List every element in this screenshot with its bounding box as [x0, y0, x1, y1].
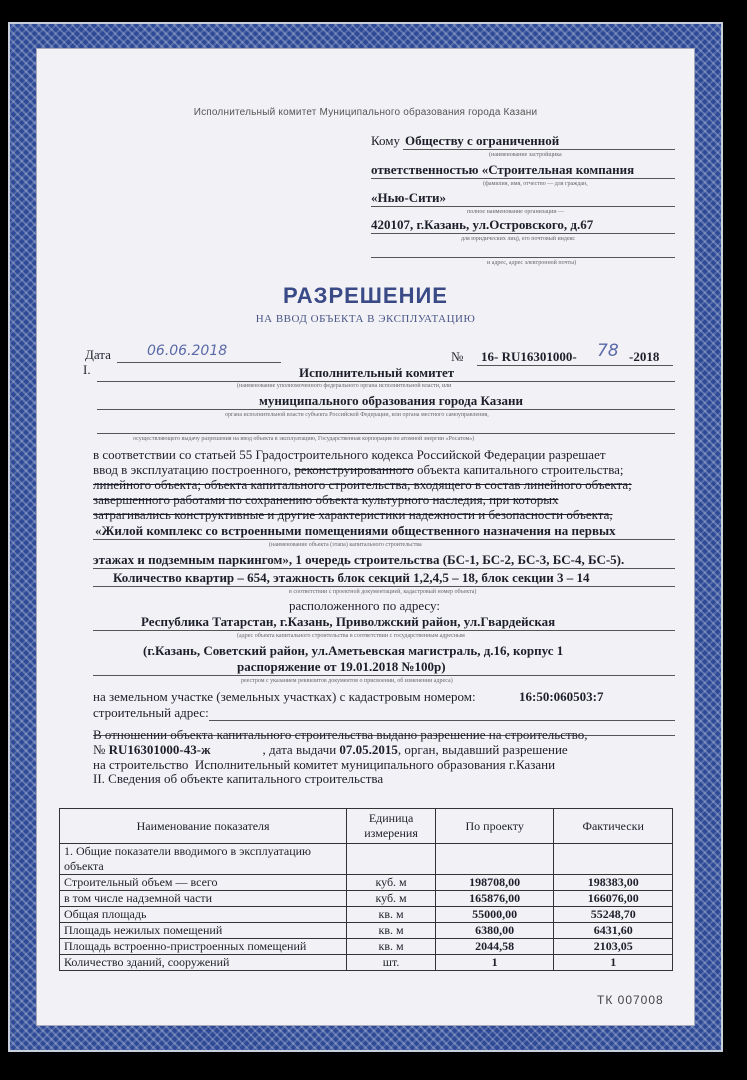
cadastral-number: 16:50:060503:7 [519, 689, 604, 704]
object-line-3: Количество квартир – 654, этажность блок секций 1,2,4,5 – 18, блок секции 3 – 14 [113, 570, 590, 585]
table-row [60, 875, 673, 891]
permit-sheet [8, 22, 723, 1052]
recipient-note-2: (фамилия, имя, отчество — для граждан, [483, 181, 588, 187]
object-note-2: в соответствии с проектной документацией, кадастровый номер объекта) [289, 589, 477, 595]
number-prefix: 16- RU16301000- [481, 349, 577, 364]
col-header-name: Наименование показателя [60, 809, 347, 844]
address-note-1: (адрес объекта капитального строительства в соответствии с государственным адресным [237, 633, 465, 639]
number-handwritten: 78 [597, 341, 619, 361]
row-plan: 165876,00 [435, 891, 553, 907]
row-plan: 55000,00 [435, 907, 553, 923]
issuer-note-2: органа исполнительной власти субъекта Российской Федерации, или органа местного самоуправления, [225, 412, 489, 418]
body-line-2: ввод в эксплуатацию построенного, реконструированного объекта капитального строительства; [93, 462, 624, 477]
row-name: Площадь встроенно-пристроенных помещений [60, 939, 347, 955]
row-fact: 1 [554, 955, 673, 971]
row-fact: 198383,00 [554, 875, 673, 891]
issuer-line-2: муниципального образования города Казани [259, 393, 523, 408]
table-row [60, 955, 673, 971]
recipient-address: 420107, г.Казань, ул.Островского, д.67 [371, 217, 594, 232]
row-name: Площадь нежилых помещений [60, 923, 347, 939]
col-header-fact: Фактически [554, 809, 673, 844]
table-group-row [60, 844, 673, 875]
row-fact: 166076,00 [554, 891, 673, 907]
recipient-note-4: для юридических лиц), его почтовый индекс [461, 236, 576, 242]
issuer-note-1: (наименование уполномоченного федерального органа исполнительной власти, или [237, 383, 452, 389]
permit-line-2: № RU16301000-43-ж , дата выдачи 07.05.2015, орган, выдавший разрешение [93, 742, 568, 757]
table-header-row [60, 809, 673, 844]
row-plan: 1 [435, 955, 553, 971]
document-body [36, 48, 695, 1026]
table-row [60, 923, 673, 939]
recipient-line-2: ответственностью «Строительная компания [371, 162, 635, 177]
number-suffix: -2018 [629, 349, 660, 364]
table-row [60, 891, 673, 907]
document-title: РАЗРЕШЕНИЕ [283, 283, 448, 308]
row-fact: 55248,70 [554, 907, 673, 923]
row-plan: 2044,58 [435, 939, 553, 955]
col-header-plan: По проекту [435, 809, 553, 844]
number-label: № [451, 349, 464, 364]
document-subtitle: НА ВВОД ОБЪЕКТА В ЭКСПЛУАТАЦИЮ [255, 313, 476, 325]
recipient-line-1: Обществу с ограниченной [405, 133, 560, 148]
address-note-2: реестром с указанием реквизитов документов о присвоении, об изменении адреса) [241, 678, 453, 684]
date-value: 06.06.2018 [147, 343, 228, 359]
row-fact: 2103,05 [554, 939, 673, 955]
section-one: I. [83, 362, 91, 377]
body-line-3: линейного объекта; объекта капитального строительства, входящего в состав линейного объекта; [93, 477, 632, 492]
recipient-note-1: (наименование застройщика [489, 152, 562, 158]
row-name: в том числе надземной части [60, 891, 347, 907]
object-note-1: (наименование объекта (этапа) капитального строительства [269, 542, 422, 548]
object-line-2: этажах и подземным паркингом», 1 очередь строительства (БС-1, БС-2, БС-3, БС-4, БС-5). [93, 552, 625, 567]
permit-line-1: В отношении объекта капитального строительства выдано разрешение на строительство, [93, 727, 588, 742]
recipient-line-3: «Нью-Сити» [371, 190, 447, 205]
body-line-5: затрагивались конструктивные и другие характеристики надежности и безопасности объекта, [93, 507, 613, 522]
row-unit: кв. м [347, 907, 436, 923]
authority-header: Исполнительный комитет Муниципального образования города Казани [193, 107, 538, 118]
body-line-1: в соответствии со статьей 55 Градостроительного кодекса Российской Федерации разрешает [93, 447, 606, 462]
build-address-label: строительный адрес: [93, 705, 209, 720]
row-unit: куб. м [347, 875, 436, 891]
row-fact: 6431,60 [554, 923, 673, 939]
object-indicators-table [59, 808, 673, 971]
address-line-3: распоряжение от 19.01.2018 №100р) [237, 659, 446, 674]
plot-label: на земельном участке (земельных участках) с кадастровым номером: [93, 689, 476, 704]
address-line-2: (г.Казань, Советский район, ул.Аметьевская магистраль, д.16, корпус 1 [143, 643, 564, 658]
permit-line-3: на строительство Исполнительный комитет муниципального образования г.Казани [93, 757, 556, 772]
row-plan: 6380,00 [435, 923, 553, 939]
table-row [60, 907, 673, 923]
serial-number: ТК 007008 [597, 993, 664, 1007]
row-name: Общая площадь [60, 907, 347, 923]
row-unit: кв. м [347, 939, 436, 955]
body-line-4: завершенного работами по сохранению объекта культурного наследия, при которых [93, 492, 559, 507]
row-plan: 198708,00 [435, 875, 553, 891]
row-unit: кв. м [347, 923, 436, 939]
recipient-note-5: и адрес, адрес электронной почты) [487, 260, 577, 266]
row-unit: шт. [347, 955, 436, 971]
issuer-note-3: осуществляющего выдачу разрешения на ввод объекта в эксплуатацию, Государственная корпорация по атомной энергии «Росатом») [133, 436, 475, 442]
to-label: Кому [371, 133, 401, 148]
location-label: расположенного по адресу: [289, 598, 440, 613]
table-row [60, 939, 673, 955]
row-unit: куб. м [347, 891, 436, 907]
row-name: Строительный объем — всего [60, 875, 347, 891]
object-line-1: «Жилой комплекс со встроенными помещениями общественного назначения на первых [95, 523, 616, 538]
group-label: 1. Общие показатели вводимого в эксплуатацию объекта [60, 844, 347, 875]
row-name: Количество зданий, сооружений [60, 955, 347, 971]
section-two-heading: II. Сведения об объекте капитального строительства [93, 771, 384, 786]
address-line-1: Республика Татарстан, г.Казань, Приволжский район, ул.Гвардейская [141, 614, 556, 629]
issuer-line-1: Исполнительный комитет [299, 365, 455, 380]
date-label: Дата [85, 347, 111, 362]
recipient-note-3: полное наименование организации — [467, 209, 565, 215]
col-header-unit: Единица измерения [347, 809, 436, 844]
